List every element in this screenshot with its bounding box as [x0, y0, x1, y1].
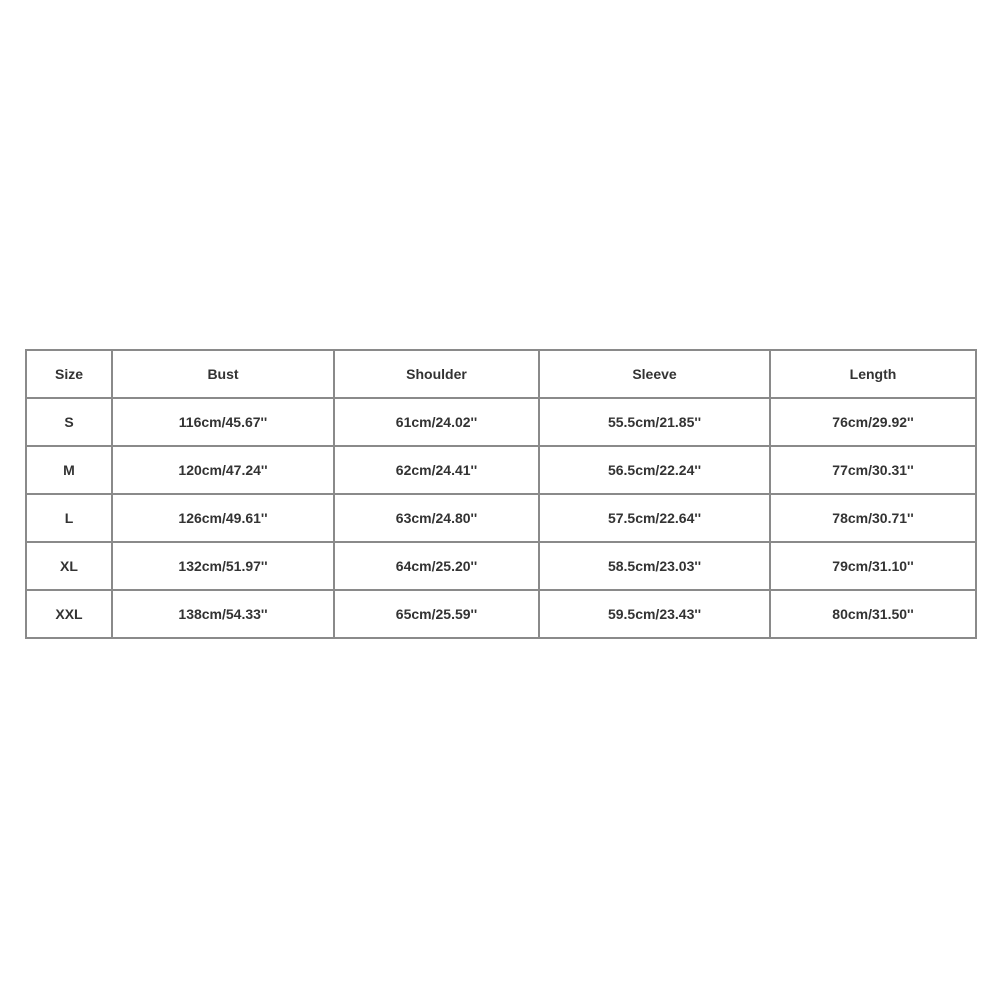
- cell-sleeve: 58.5cm/23.03'': [539, 542, 770, 590]
- cell-shoulder: 62cm/24.41'': [334, 446, 539, 494]
- cell-sleeve: 56.5cm/22.24'': [539, 446, 770, 494]
- cell-shoulder: 61cm/24.02'': [334, 398, 539, 446]
- cell-length: 77cm/30.31'': [770, 446, 976, 494]
- cell-size: M: [26, 446, 112, 494]
- table-row: [26, 542, 976, 590]
- cell-bust: 120cm/47.24'': [112, 446, 334, 494]
- cell-size: XXL: [26, 590, 112, 638]
- cell-shoulder: 63cm/24.80'': [334, 494, 539, 542]
- table-row: [26, 590, 976, 638]
- cell-shoulder: 64cm/25.20'': [334, 542, 539, 590]
- cell-bust: 138cm/54.33'': [112, 590, 334, 638]
- table-row: [26, 446, 976, 494]
- cell-shoulder: 65cm/25.59'': [334, 590, 539, 638]
- header-shoulder: Shoulder: [334, 350, 539, 398]
- header-length: Length: [770, 350, 976, 398]
- size-chart-table: [25, 349, 977, 639]
- table-row: [26, 398, 976, 446]
- cell-bust: 116cm/45.67'': [112, 398, 334, 446]
- cell-bust: 132cm/51.97'': [112, 542, 334, 590]
- cell-length: 80cm/31.50'': [770, 590, 976, 638]
- cell-length: 79cm/31.10'': [770, 542, 976, 590]
- cell-length: 78cm/30.71'': [770, 494, 976, 542]
- cell-sleeve: 57.5cm/22.64'': [539, 494, 770, 542]
- cell-size: L: [26, 494, 112, 542]
- header-bust: Bust: [112, 350, 334, 398]
- cell-sleeve: 59.5cm/23.43'': [539, 590, 770, 638]
- cell-bust: 126cm/49.61'': [112, 494, 334, 542]
- cell-sleeve: 55.5cm/21.85'': [539, 398, 770, 446]
- cell-size: XL: [26, 542, 112, 590]
- header-sleeve: Sleeve: [539, 350, 770, 398]
- cell-size: S: [26, 398, 112, 446]
- table-row: [26, 494, 976, 542]
- table-header-row: [26, 350, 976, 398]
- cell-length: 76cm/29.92'': [770, 398, 976, 446]
- header-size: Size: [26, 350, 112, 398]
